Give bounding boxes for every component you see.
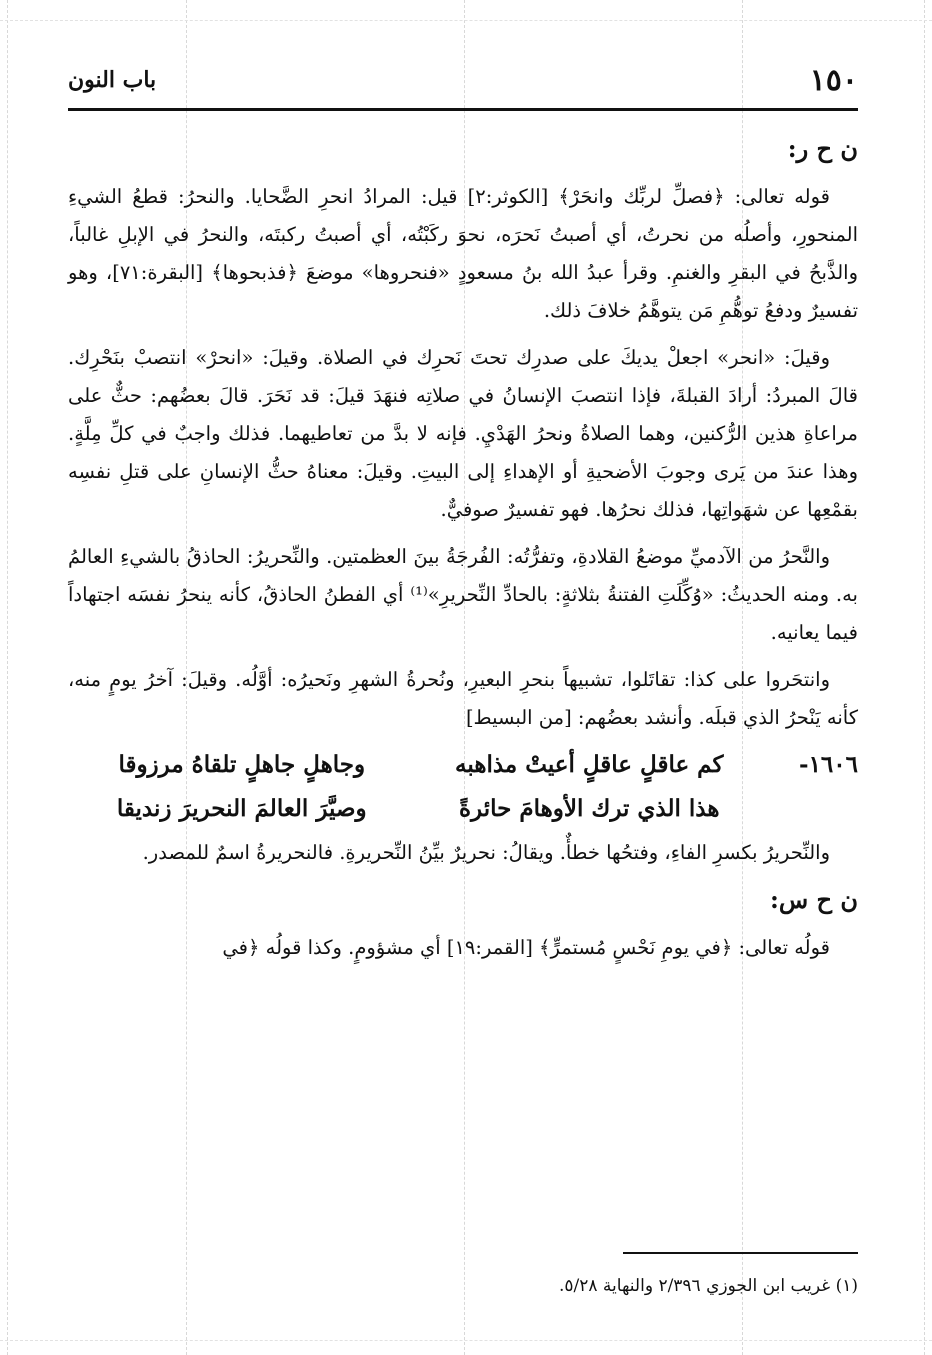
verse-hemistich: كم عاقلٍ عاقلٍ أعيتْ مذاهبه — [455, 751, 724, 778]
paragraph: وانتحَروا على كذا: تقاتَلوا، تشبيهاً بنحرِ البعيرِ، ونُحرةُ الشهرِ ونَحيرُه: أوَّلُه. وقيلَ: آخرُ يومٍ منه، كأنه يَنْحرُ الذي قبلَه. وأنشد بعضُهم: [من البسيط] — [68, 668, 858, 729]
verse-number: ١٦٠٦- — [799, 751, 858, 778]
footnote: (١) غريب ابن الجوزي ٢/٣٩٦ والنهاية ٥/٢٨. — [558, 1276, 858, 1296]
paragraph: قوله تعالى: ﴿فصلِّ لربِّك وانحَرْ﴾ [الكوثر:٢] قيل: المرادُ انحرِ الضَّحايا. والنحرُ: قطعُ الشيءِ المنحورِ، وأصلُه من نحرتُ، أي أصبتُ نَحرَه، نحوَ ركَبْتُه، أي أصبتُ ركبتَه، والنحرُ في الإبلِ غالباً، والذَّبحُ في البقرِ والغنمِ. وقرأ عبدُ الله بنُ مسعودٍ «فنحروها» موضعَ ﴿فذبحوها﴾ [البقرة:٧١]، وهو تفسيرٌ ودفعُ توهُّمِ مَن يتوهَّمُ خلافَ ذلك. — [68, 185, 858, 322]
paragraph: قولُه تعالى: ﴿في يومِ نَحْسٍ مُستمرٍّ﴾ [القمر:١٩] أي مشؤومٍ. وكذا قولُه ﴿في — [222, 936, 830, 959]
scan-guide — [7, 0, 8, 1355]
document-page — [68, 60, 858, 1335]
paragraph: والنَّحرُ من الآدميِّ موضعُ القلادةِ، وتفرُّتُه: الفُرجَةُ بينَ العظمتين. والنِّحريرُ: الحاذقُ بالشيءِ العالمُ به. ومنه الحديثُ: «وُكِّلَتِ الفتنةُ بثلاثةٍ: بالحادِّ النِّحريرِ»⁽¹⁾ أي الفطنُ الحاذقُ، كأنه ينحرُ نفسَه اجتهاداً فيما يعانيه. — [68, 545, 858, 644]
verse-hemistich: وجاهلٍ جاهلٍ تلقاهُ مرزوقا — [118, 751, 366, 778]
verse-hemistich: وصيَّرَ العالمَ النحريرَ زنديقا — [116, 795, 367, 822]
entry-heading: ن ح ر: — [787, 134, 858, 163]
page-body — [68, 130, 858, 976]
page-number: ١٥٠ — [809, 62, 858, 98]
paragraph: وقيلَ: «انحر» اجعلْ يديكَ على صدرِك تحتَ نَحرِك في الصلاة. وقيلَ: «انحرْ» انتصبْ بنَحْرِك. قالَ المبردُ: أرادَ القبلةَ، فإذا انتصبَ الإنسانُ في صلاتِه فنهَدَ قيلَ: قد نَحَرَ. قالَ بعضُهم: حثٌّ على مراعاةِ هذين الرُّكنين، وهما الصلاةُ ونحرُ الهَدْيِ. فإنه لا بدَّ من تعاطيهما. فذلك واجبٌ في كلِّ مِلَّةٍ. وهذا عندَ من يَرى وجوبَ الأضحيةِ أو الإهداءِ إلى البيتِ. وقيلَ: معناهُ حثُّ الإنسانِ على قتلِ نفسِه بقمْعِها عن شهَواتِها، فذلك نحرُها. فهو تفسيرٌ صوفيٌّ. — [68, 346, 858, 521]
scan-guide — [0, 20, 932, 21]
paragraph: والنِّحريرُ بكسرِ الفاءِ، وفتحُها خطأٌ. ويقالُ: نحريرٌ بيِّنُ النِّحريرةِ. فالنحريرةُ اسمٌ للمصدر. — [142, 841, 830, 864]
scan-guide — [0, 1340, 932, 1341]
verse-hemistich: هذا الذي ترك الأوهامَ حائرةً — [458, 795, 720, 822]
footnote-rule — [623, 1252, 858, 1254]
verse-line — [68, 790, 858, 828]
page-header — [68, 60, 858, 100]
header-rule — [68, 108, 858, 111]
verse-line — [68, 746, 858, 784]
entry-heading: ن ح س: — [770, 885, 858, 914]
running-title: باب النون — [68, 67, 157, 93]
scan-guide — [924, 0, 925, 1355]
